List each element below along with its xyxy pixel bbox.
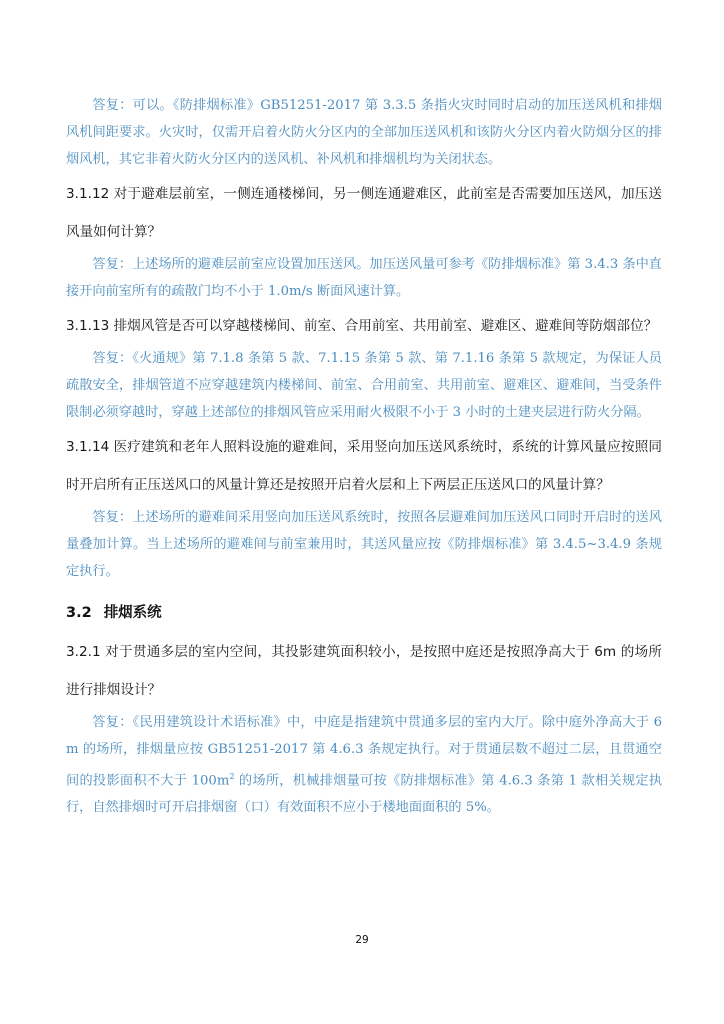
answer-paragraph (66, 709, 662, 821)
section-title: 排烟系统 (103, 605, 162, 621)
answer-paragraph: 答复：上述场所的避难间采用竖向加压送风系统时，按照各层避难间加压送风口同时开启时的送风量叠加计算。当上述场所的避难间与前室兼用时，其送风量应按《防排烟标准》第 3.4.5~3.4.9 条规定执行。 (66, 510, 662, 579)
answer-text: 答复：《民用建筑设计术语标准》中，中庭是指建筑中贯通多层的室内大厅。除中庭外净高大于 6m 的场所，排烟量应按 GB51251-2017 第 4.6.3 条规定执行。对于贯通层数不超过二层，且贯通空间的投影面积不大于 100m (66, 715, 662, 789)
superscript: 2 (229, 772, 235, 781)
question-3-2-1: 3.2.1 对于贯通多层的室内空间，其投影建筑面积较小，是按照中庭还是按照净高大于 6m 的场所进行排烟设计？ (66, 644, 662, 698)
question-3-1-13: 3.1.13 排烟风管是否可以穿越楼梯间、前室、合用前室、共用前室、避难区、避难间等防烟部位？ (66, 318, 658, 334)
page-number: 29 (355, 934, 369, 946)
question-3-1-12: 3.1.12 对于避难层前室，一侧连通楼梯间，另一侧连通避难区，此前室是否需要加压送风，加压送风量如何计算？ (66, 186, 662, 240)
question-3-1-14: 3.1.14 医疗建筑和老年人照料设施的避难间，采用竖向加压送风系统时，系统的计算风量应按照同时开启所有正压送风口的风量计算还是按照开启着火层和上下两层正压送风口的风量计算？ (66, 439, 662, 493)
answer-paragraph: 答复：《火通规》第 7.1.8 条第 5 款、7.1.15 条第 5 款、第 7.1.16 条第 5 款规定，为保证人员疏散安全，排烟管道不应穿越建筑内楼梯间、前室、合用前室、共用前室、避难区、避难间，当受条件限制必须穿越时，穿越上述部位的排烟风管应采用耐火极限不小于 3 小时的土建夹层进行防火分隔。 (66, 351, 662, 420)
section-number: 3.2 (66, 605, 92, 621)
answer-paragraph: 答复：上述场所的避难层前室应设置加压送风。加压送风量可参考《防排烟标准》第 3.4.3 条中直接开向前室所有的疏散门均不小于 1.0m/s 断面风速计算。 (66, 257, 662, 299)
answer-paragraph: 答复：可以。《防排烟标准》GB51251-2017 第 3.3.5 条指火灾时同时启动的加压送风机和排烟风机间距要求。火灾时，仅需开启着火防火分区内的全部加压送风机和该防火分区内着火防烟分区的排烟风机，其它非着火防火分区内的送风机、补风机和排烟机均为关闭状态。 (66, 98, 662, 167)
answer-text: 的场所，机械排烟量可按《防排烟标准》第 4.6.3 条第 1 款相关规定执行，自然排烟时可开启排烟窗（口）有效面积不应小于楼地面面积的 5%。 (66, 773, 663, 816)
section-heading (66, 599, 662, 627)
